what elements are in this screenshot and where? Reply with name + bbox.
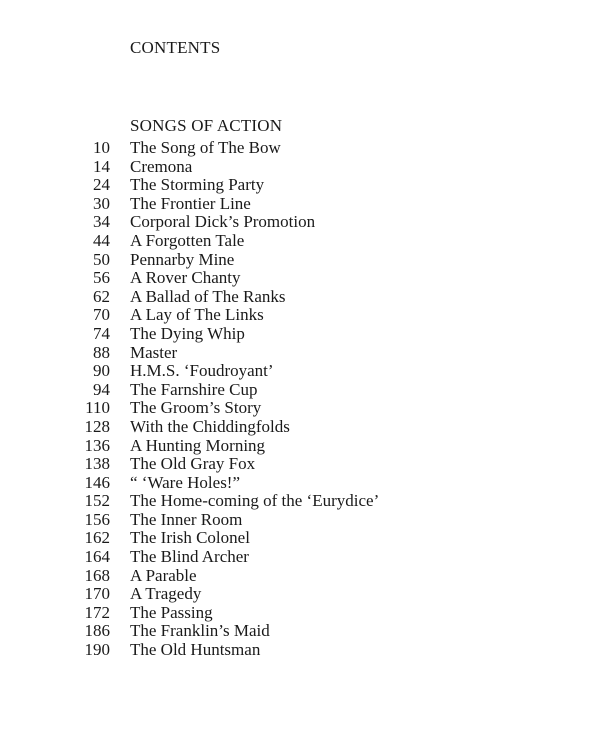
toc-entry — [0, 567, 600, 586]
toc-entry-title: Pennarby Mine — [130, 249, 235, 269]
toc-entry — [0, 399, 600, 418]
toc-entry — [0, 437, 600, 456]
toc-entry — [0, 604, 600, 623]
toc-entry — [0, 139, 600, 158]
toc-entry-title: The Frontier Line — [130, 193, 251, 213]
toc-page-number: 90 — [93, 361, 110, 381]
toc-entry — [0, 158, 600, 177]
toc-page-number: 162 — [84, 528, 110, 548]
toc-entry — [0, 418, 600, 437]
toc-entry — [0, 511, 600, 530]
toc-entry-title: The Groom’s Story — [130, 398, 262, 418]
toc-page-number: 44 — [93, 230, 110, 250]
toc-entry — [0, 548, 600, 567]
toc-page-number: 156 — [84, 509, 110, 529]
toc-entry — [0, 641, 600, 660]
toc-entry-title: A Lay of The Links — [130, 305, 264, 325]
toc-entry — [0, 306, 600, 325]
toc-page-number: 146 — [84, 472, 110, 492]
toc-entry-title: The Farnshire Cup — [130, 379, 258, 399]
toc-entry — [0, 288, 600, 307]
toc-entry — [0, 474, 600, 493]
toc-entry — [0, 195, 600, 214]
toc-entry-title: The Old Huntsman — [130, 640, 261, 660]
toc-page-number: 56 — [93, 268, 110, 288]
toc-entry-title: The Irish Colonel — [130, 528, 250, 548]
toc-entry — [0, 529, 600, 548]
toc-page-number: 50 — [93, 249, 110, 269]
page-title: CONTENTS — [130, 38, 221, 57]
toc-entry-title: “ ‘Ware Holes!” — [130, 472, 241, 492]
toc-entry — [0, 585, 600, 604]
toc-entry-title: Master — [130, 342, 178, 362]
toc-entry — [0, 213, 600, 232]
toc-page-number: 74 — [93, 323, 110, 343]
toc-entry — [0, 362, 600, 381]
toc-page-number: 190 — [84, 640, 110, 660]
toc-entry — [0, 325, 600, 344]
toc-entry — [0, 455, 600, 474]
toc-entry-title: A Forgotten Tale — [130, 230, 245, 250]
toc-entry-title: A Parable — [130, 565, 197, 585]
toc-page-number: 152 — [84, 491, 110, 511]
toc-entry-title: Cremona — [130, 156, 193, 176]
toc-entry-title: H.M.S. ‘Foudroyant’ — [130, 361, 274, 381]
toc-entry-title: A Tragedy — [130, 584, 202, 604]
toc-entry — [0, 622, 600, 641]
toc-page-number: 110 — [85, 398, 110, 418]
toc-page-number: 94 — [93, 379, 110, 399]
toc-entry-title: The Song of The Bow — [130, 138, 281, 157]
toc-page-number: 10 — [93, 138, 110, 157]
section-heading: SONGS OF ACTION — [130, 116, 283, 135]
toc-entry — [0, 344, 600, 363]
toc-page-number: 70 — [93, 305, 110, 325]
toc-page-number: 62 — [93, 286, 110, 306]
toc-page-number: 136 — [84, 435, 110, 455]
toc-page-number: 88 — [93, 342, 110, 362]
toc-page-number: 34 — [93, 212, 110, 232]
toc-page-number: 24 — [93, 175, 110, 195]
toc-page-number: 186 — [84, 621, 110, 641]
toc-entry-title: The Dying Whip — [130, 323, 245, 343]
toc-page-number: 30 — [93, 193, 110, 213]
toc-entry-title: The Franklin’s Maid — [130, 621, 270, 641]
toc-entry-title: The Home-coming of the ‘Eurydice’ — [130, 491, 380, 511]
toc-page-number: 128 — [84, 416, 110, 436]
toc-page-number: 164 — [84, 547, 110, 567]
toc-page-number: 170 — [84, 584, 110, 604]
toc-entry — [0, 251, 600, 270]
toc-entry-title: The Storming Party — [130, 175, 265, 195]
toc-entry-title: A Ballad of The Ranks — [130, 286, 286, 306]
toc-page-number: 138 — [84, 454, 110, 474]
toc-entry-title: A Hunting Morning — [130, 435, 266, 455]
toc-entry — [0, 269, 600, 288]
toc-entry-title: The Blind Archer — [130, 547, 249, 567]
toc-page-number: 172 — [84, 602, 110, 622]
toc-page-number: 168 — [84, 565, 110, 585]
toc-entry — [0, 492, 600, 511]
toc-entry-title: The Inner Room — [130, 509, 243, 529]
toc-entry-title: A Rover Chanty — [130, 268, 241, 288]
toc-entry-title: The Old Gray Fox — [130, 454, 256, 474]
toc-page-number: 14 — [93, 156, 110, 176]
toc-entry — [0, 381, 600, 400]
table-of-contents — [0, 139, 600, 660]
toc-entry — [0, 176, 600, 195]
toc-entry-title: With the Chiddingfolds — [130, 416, 290, 436]
toc-entry-title: Corporal Dick’s Promotion — [130, 212, 316, 232]
toc-entry-title: The Passing — [130, 602, 213, 622]
toc-entry — [0, 232, 600, 251]
